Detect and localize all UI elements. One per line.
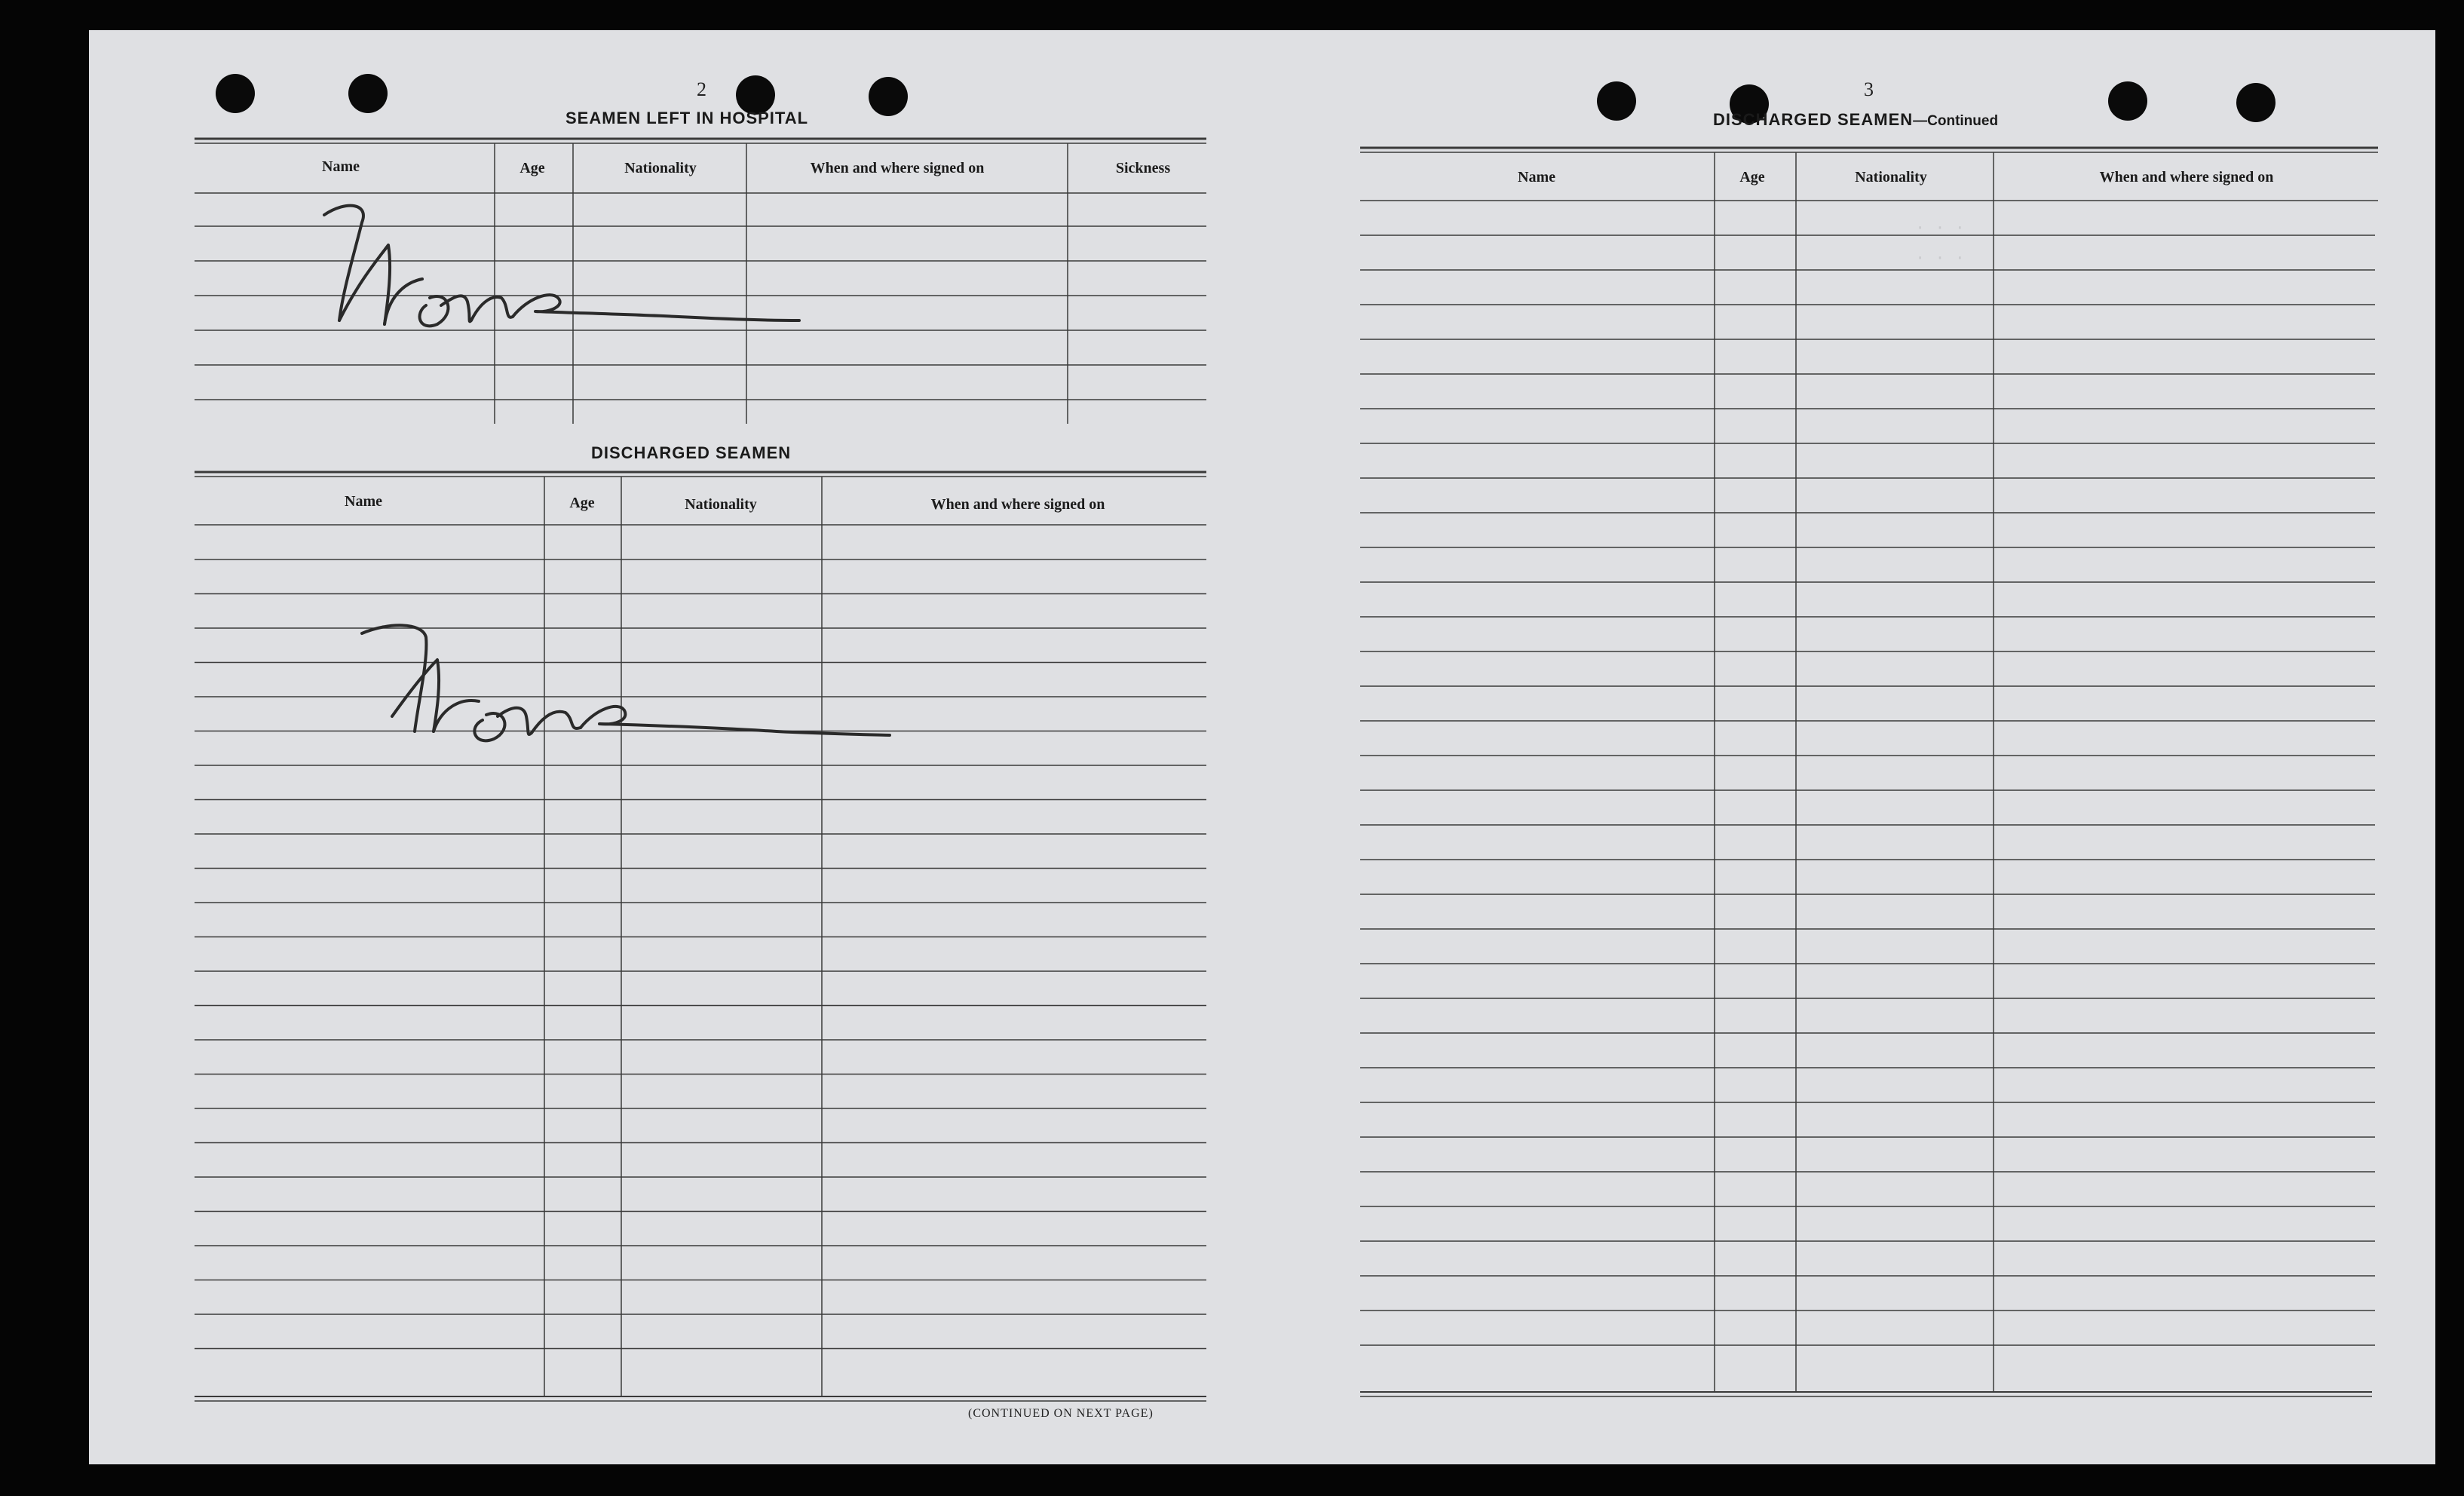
hospital-col-age: Age bbox=[519, 160, 545, 176]
right-col-signed-on: When and where signed on bbox=[2099, 169, 2274, 185]
right-col-name: Name bbox=[1518, 169, 1555, 185]
discharged-col-age: Age bbox=[569, 495, 595, 511]
hospital-col-name: Name bbox=[322, 158, 360, 175]
handwritten-none-hospital bbox=[317, 192, 814, 336]
discharged-col-name: Name bbox=[345, 493, 382, 510]
right-title-continued: —Continued bbox=[1913, 113, 1999, 129]
bleed-through-marks: · · · bbox=[1915, 249, 1966, 268]
right-col-age: Age bbox=[1739, 169, 1765, 185]
hospital-section-title: SEAMEN LEFT IN HOSPITAL bbox=[565, 109, 809, 127]
hospital-col-sickness: Sickness bbox=[1115, 160, 1171, 176]
hospital-col-nationality: Nationality bbox=[624, 160, 697, 176]
continued-footer: (CONTINUED ON NEXT PAGE) bbox=[968, 1407, 1154, 1420]
page-number-right: 3 bbox=[1864, 78, 1874, 100]
hospital-col-signed-on: When and where signed on bbox=[810, 160, 985, 176]
right-col-nationality: Nationality bbox=[1855, 169, 1927, 185]
bleed-through-marks: · · · bbox=[1915, 219, 1966, 238]
right-title-main: DISCHARGED SEAMEN bbox=[1713, 110, 1914, 129]
discharged-col-nationality: Nationality bbox=[685, 496, 757, 513]
handwritten-none-discharged bbox=[354, 618, 897, 746]
discharged-section-title: DISCHARGED SEAMEN bbox=[591, 443, 792, 462]
discharged-col-signed-on: When and where signed on bbox=[930, 496, 1105, 513]
page-number-left: 2 bbox=[697, 78, 706, 100]
